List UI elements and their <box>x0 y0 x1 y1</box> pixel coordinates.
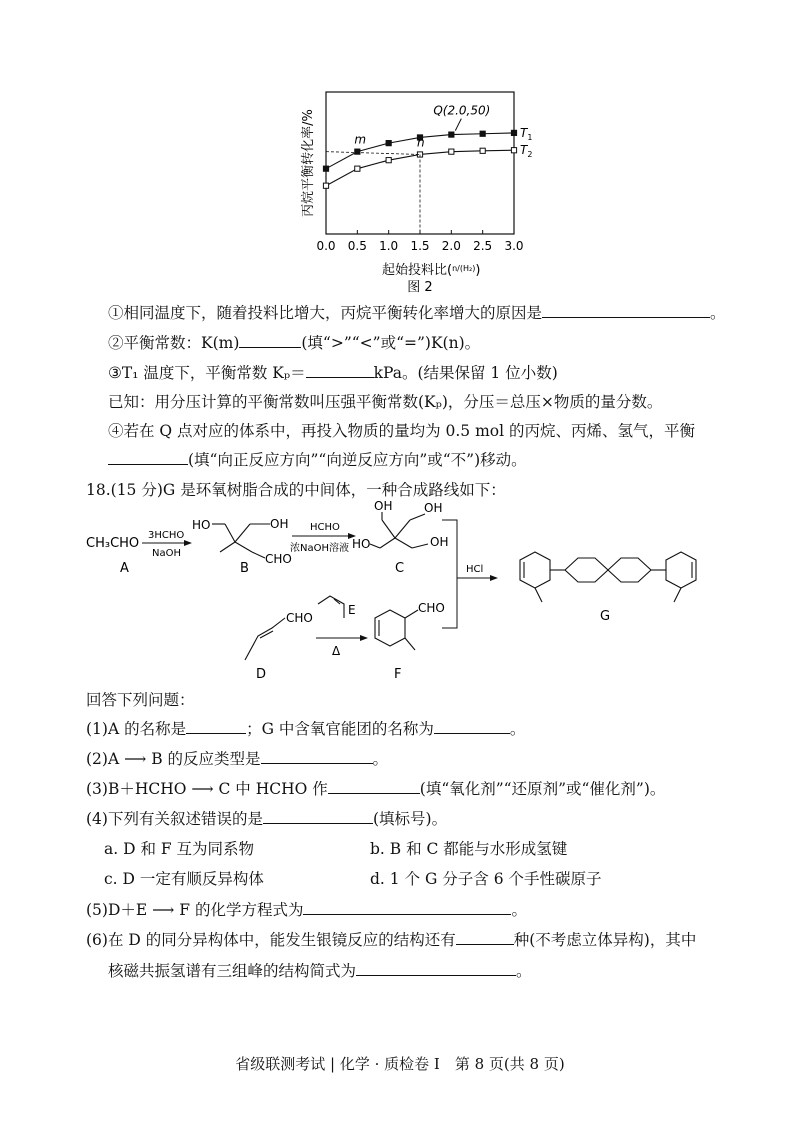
group-ho: HO <box>352 537 371 551</box>
conversion-chart <box>290 80 540 295</box>
group-cho: CHO <box>418 601 445 615</box>
x-tick-label: 3.0 <box>504 239 524 253</box>
group-oh: OH <box>424 501 443 515</box>
data-point-t2 <box>355 166 360 171</box>
q18-option-a: a. D 和 F 互为同系物 <box>104 840 255 858</box>
reagent-conc-naoh: 浓NaOH溶液 <box>290 543 349 554</box>
q18-q6-line2: 核磁共振氢谱有三组峰的结构简式为 。 <box>108 962 532 980</box>
q18-prompt: 回答下列问题： <box>86 691 195 709</box>
data-point-t1 <box>355 149 360 154</box>
compound-g <box>520 552 696 602</box>
group-ho: HO <box>192 518 211 532</box>
label-b: B <box>240 561 249 576</box>
label-c: C <box>395 561 405 576</box>
q18-option-c: c. D 一定有顺反异构体 <box>104 870 264 888</box>
q18-q6-line1: (6)在 D 的同分异构体中，能发生银镜反应的结构还有 种(不考虑立体异构)，其中 <box>86 931 697 949</box>
compound-c <box>370 512 428 548</box>
q18-option-d: d. 1 个 G 分子含 6 个手性碳原子 <box>370 870 602 888</box>
answer-blank[interactable] <box>542 302 710 318</box>
x-tick-label: 0.5 <box>347 239 367 253</box>
answer-blank[interactable] <box>239 332 301 348</box>
answer-blank[interactable] <box>356 960 516 976</box>
data-point-t2 <box>480 148 485 153</box>
series-label-t2: $T_2$ <box>520 143 533 160</box>
q18-q2: (2)A ⟶ B 的反应类型是 。 <box>86 750 389 768</box>
arrow-head-icon <box>184 540 192 546</box>
label-a: A <box>120 561 129 576</box>
figure-caption: 图 2 <box>407 280 433 295</box>
data-point-t1 <box>480 131 485 136</box>
answer-blank[interactable] <box>263 808 373 824</box>
label-d: D <box>256 667 267 682</box>
group-cho: CHO <box>286 611 313 625</box>
arrow-head-icon <box>360 635 368 641</box>
annotation-pointer <box>455 119 461 131</box>
guide-horizontal <box>326 152 420 155</box>
answer-blank[interactable] <box>434 718 510 734</box>
q17-part3: ③T₁ 温度下，平衡常数 Kₚ＝ kPa。(结果保留 1 位小数) <box>108 364 558 382</box>
page-footer: 省级联测考试 | 化学 · 质检卷 Ⅰ 第 8 页(共 8 页) <box>235 1055 565 1073</box>
data-point-t2 <box>386 158 391 163</box>
x-axis-label: 起始投料比($^{n/(H_2)}$) <box>382 263 481 278</box>
synthesis-scheme <box>80 500 730 690</box>
data-point-t1 <box>386 141 391 146</box>
q18-intro: 18.(15 分)G 是环氧树脂合成的中间体，一种合成路线如下： <box>86 481 506 499</box>
reagent-hcho: HCHO <box>310 522 340 533</box>
compound-a-formula: CH₃CHO <box>86 536 140 551</box>
arrow-head-icon <box>490 575 498 581</box>
q17-part4-line2: (填“向正反应方向”“向逆反应方向”或“不”)移动。 <box>108 449 527 471</box>
q17-part1: ①相同温度下，随着投料比增大，丙烷平衡转化率增大的原因是 。 <box>108 304 726 322</box>
series-label-t1: $T_1$ <box>520 125 533 142</box>
data-point-t2 <box>511 148 516 153</box>
label-f: F <box>394 667 402 682</box>
annotation-m: m <box>354 132 367 147</box>
annotation-n: n <box>417 135 425 150</box>
q18-q3: (3)B＋HCHO ⟶ C 中 HCHO 作 (填“氧化剂”“还原剂”或“催化剂”)。 <box>86 780 666 798</box>
q18-q1: (1)A 的名称是 ；G 中含氧官能团的名称为 。 <box>86 720 526 738</box>
x-tick-label: 1.0 <box>379 239 399 253</box>
answer-blank[interactable] <box>186 718 246 734</box>
group-oh: OH <box>374 500 393 513</box>
x-tick-label: 1.5 <box>410 239 430 253</box>
y-axis-label: 丙烷平衡转化率/% <box>301 109 316 217</box>
compound-b <box>212 524 270 558</box>
group-oh: OH <box>430 535 449 549</box>
answer-blank[interactable] <box>303 899 511 915</box>
q18-q5: (5)D＋E ⟶ F 的化学方程式为 。 <box>86 901 527 919</box>
q18-option-b: b. B 和 C 都能与水形成氢键 <box>370 840 568 858</box>
annotation-q: Q(2.0,50) <box>433 103 491 118</box>
group-cho: CHO <box>265 552 292 566</box>
condition-heat: Δ <box>332 644 341 658</box>
q17-part4-line1: ④若在 Q 点对应的体系中，再投入物质的量均为 0.5 mol 的丙烷、丙烯、氢气，平衡 <box>108 422 695 440</box>
label-g: G <box>600 609 611 624</box>
reagent-hcl: HCl <box>466 564 484 575</box>
q17-known: 已知：用分压计算的平衡常数叫压强平衡常数(Kₚ)，分压＝总压×物质的量分数。 <box>108 393 663 411</box>
data-point-t1 <box>511 130 516 135</box>
x-tick-label: 2.5 <box>473 239 493 253</box>
data-point-t2 <box>323 183 328 188</box>
reagent-3hcho: 3HCHO <box>148 530 185 541</box>
compound-f <box>375 610 418 650</box>
answer-blank[interactable] <box>108 449 188 465</box>
reagent-naoh: NaOH <box>152 548 181 559</box>
data-point-t2 <box>449 149 454 154</box>
compound-e <box>318 596 344 618</box>
answer-blank[interactable] <box>261 748 373 764</box>
answer-blank[interactable] <box>306 362 374 378</box>
compound-d <box>245 618 285 660</box>
answer-blank[interactable] <box>456 929 514 945</box>
group-oh: OH <box>270 517 289 531</box>
data-point-t1 <box>323 166 328 171</box>
x-tick-label: 2.0 <box>441 239 461 253</box>
x-tick-label: 0.0 <box>316 239 336 253</box>
q17-part2: ②平衡常数：K(m) (填“>”“<”或“=”)K(n)。 <box>108 334 481 352</box>
data-point-t1 <box>449 132 454 137</box>
answer-blank[interactable] <box>328 778 420 794</box>
q18-q4: (4)下列有关叙述错误的是 (填标号)。 <box>86 810 448 828</box>
label-e: E <box>348 603 356 617</box>
